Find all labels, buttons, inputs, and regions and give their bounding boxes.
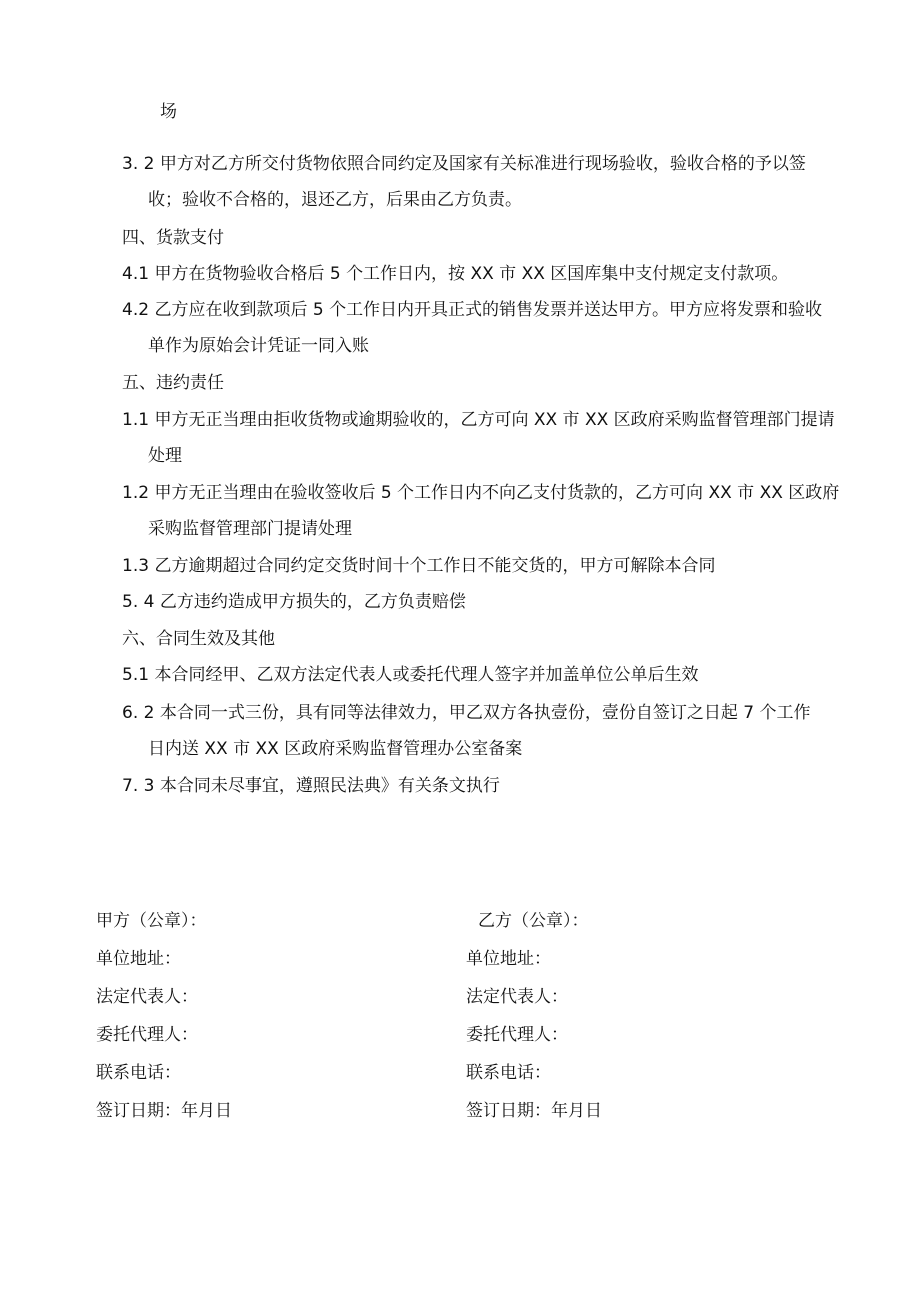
clause-4-1: 4.1 甲方在货物验收合格后 5 个工作日内，按 XX 市 XX 区国库集中支付规定支付款项。 [122, 264, 789, 284]
party-b-date: 签订日期：年月日 [466, 1101, 602, 1121]
clause-1-1: 1.1 甲方无正当理由拒收货物或逾期验收的，乙方可向 XX 市 XX 区政府采购监督管理部门提请 [122, 410, 835, 430]
paragraph-line: 收；验收不合格的，退还乙方，后果由乙方负责。 [148, 190, 522, 210]
party-a-address: 单位地址： [96, 949, 181, 969]
section-heading-payment: 四、货款支付 [122, 228, 224, 248]
clause-7-3: 7. 3 本合同未尽事宜，遵照民法典》有关条文执行 [122, 776, 500, 796]
party-b-agent: 委托代理人： [466, 1025, 568, 1045]
paragraph-line: 日内送 XX 市 XX 区政府采购监督管理办公室备案 [148, 739, 523, 759]
section-heading-effectiveness: 六、合同生效及其他 [122, 629, 275, 649]
party-a-phone: 联系电话： [96, 1063, 181, 1083]
party-b-seal: 乙方（公章）： [478, 911, 589, 931]
clause-1-2: 1.2 甲方无正当理由在验收签收后 5 个工作日内不向乙支付货款的，乙方可向 XX 市 XX 区政府 [122, 483, 840, 503]
section-heading-liability: 五、违约责任 [122, 373, 224, 393]
clause-5-4: 5. 4 乙方违约造成甲方损失的，乙方负责赔偿 [122, 592, 466, 612]
party-b-legal-rep: 法定代表人： [466, 987, 568, 1007]
party-a-agent: 委托代理人： [96, 1025, 198, 1045]
paragraph-line: 场 [160, 102, 177, 122]
paragraph-line: 单作为原始会计凭证一同入账 [148, 336, 369, 356]
party-a-legal-rep: 法定代表人： [96, 987, 198, 1007]
party-a-seal: 甲方（公章）： [96, 911, 207, 931]
party-b-phone: 联系电话： [466, 1063, 551, 1083]
clause-5-1: 5.1 本合同经甲、乙双方法定代表人或委托代理人签字并加盖单位公单后生效 [122, 665, 699, 685]
party-b-address: 单位地址： [466, 949, 551, 969]
party-a-date: 签订日期：年月日 [96, 1101, 232, 1121]
paragraph-line: 处理 [148, 446, 182, 466]
clause-1-3: 1.3 乙方逾期超过合同约定交货时间十个工作日不能交货的，甲方可解除本合同 [122, 556, 716, 576]
clause-3-2: 3. 2 甲方对乙方所交付货物依照合同约定及国家有关标准进行现场验收，验收合格的予以签 [122, 154, 806, 174]
clause-6-2: 6. 2 本合同一式三份，具有同等法律效力，甲乙双方各执壹份，壹份自签订之日起 7 个工作 [122, 703, 811, 723]
clause-4-2: 4.2 乙方应在收到款项后 5 个工作日内开具正式的销售发票并送达甲方。甲方应将发票和验收 [122, 300, 823, 320]
paragraph-line: 采购监督管理部门提请处理 [148, 519, 352, 539]
